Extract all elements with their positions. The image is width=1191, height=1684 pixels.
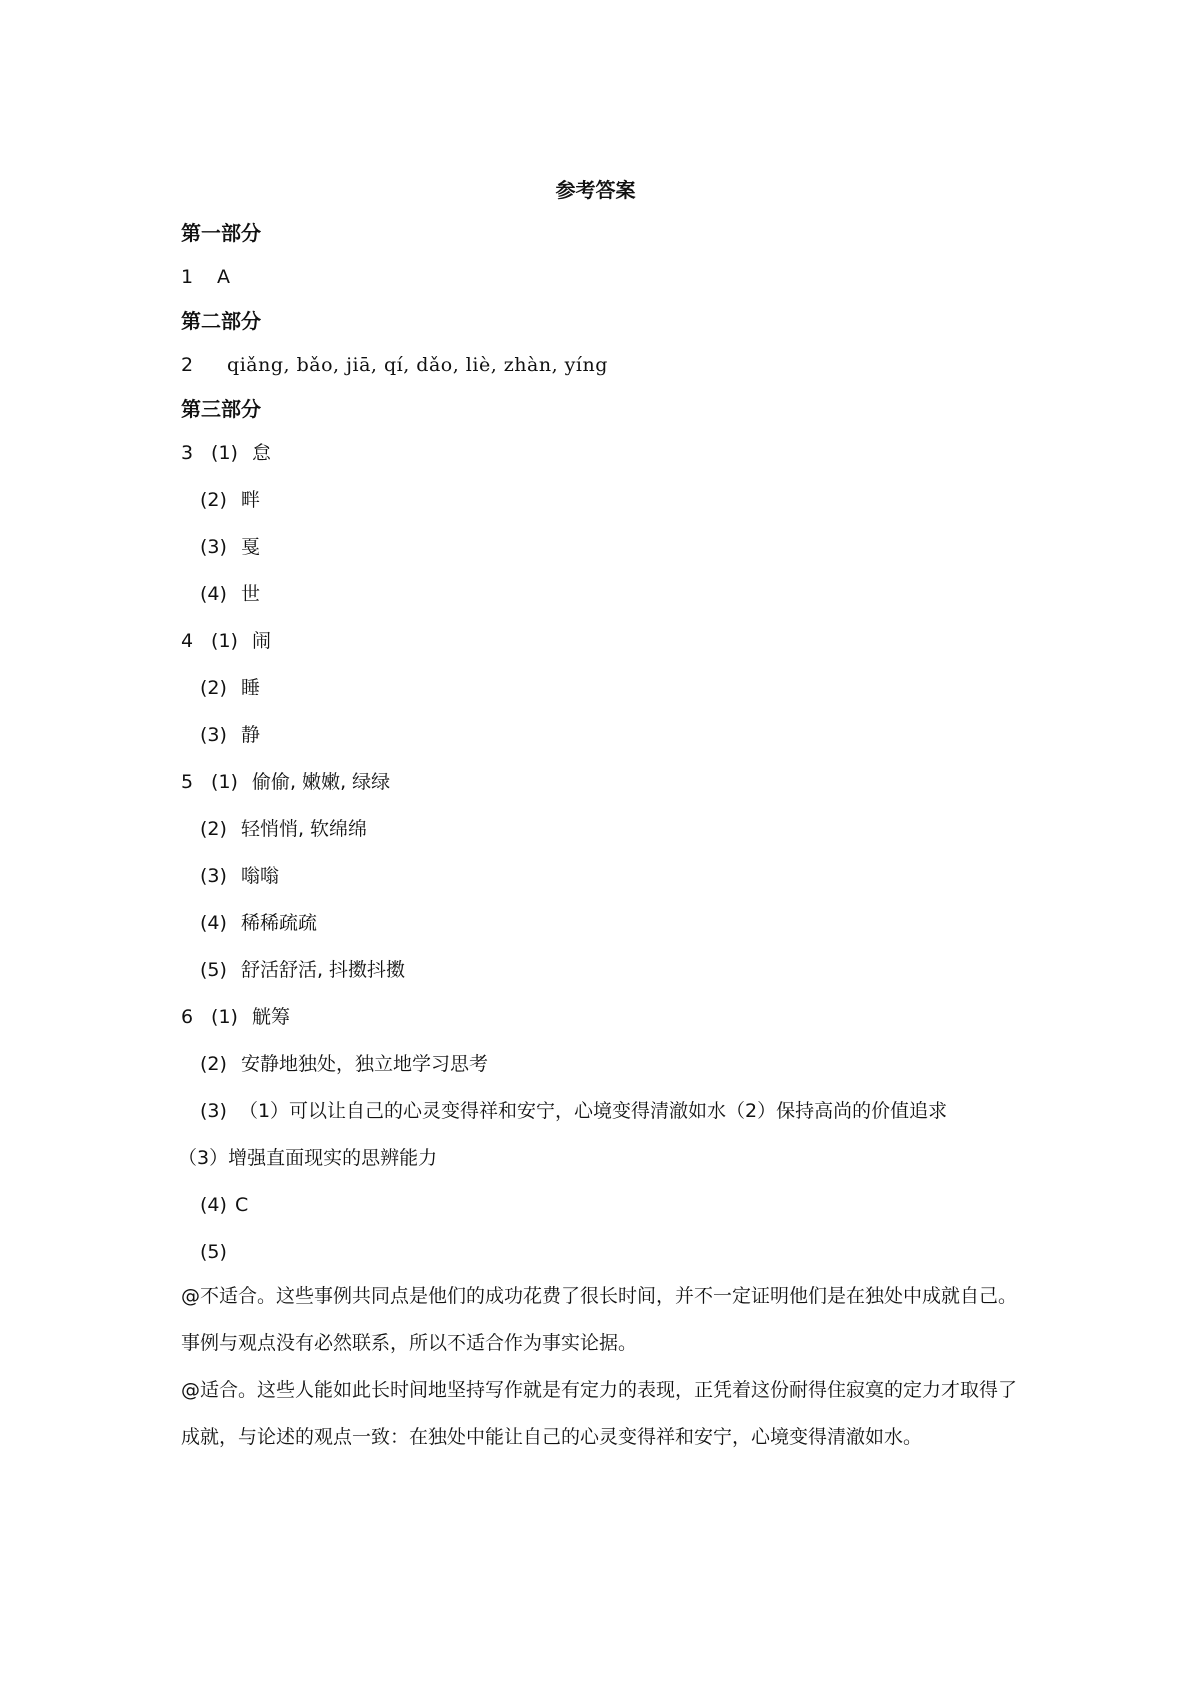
sub-label: (3): [200, 724, 227, 746]
answer-text: A: [217, 266, 231, 288]
answer-text: 静: [240, 724, 260, 746]
answer-q6-3-continued: [178, 1145, 437, 1171]
sub-label: (2): [200, 489, 227, 511]
sub-label: (3): [200, 865, 227, 887]
question-number: 5: [181, 771, 194, 793]
answer-text: C: [234, 1194, 249, 1216]
answer-text: （3）增强直面现实的思辨能力: [178, 1147, 438, 1169]
section-heading-part1: 第一部分: [181, 221, 261, 245]
answer-text-pinyin: qiǎng, bǎo, jiā, qí, dǎo, liè, zhàn, yíng: [227, 354, 608, 376]
sub-label: (3): [200, 1100, 227, 1122]
answer-text: 世: [240, 583, 260, 605]
sub-label: (5): [200, 1241, 227, 1263]
sub-label: (3): [200, 536, 227, 558]
answer-text: 偷偷, 嫩嫩, 绿绿: [252, 771, 391, 793]
answer-q3-3: [200, 534, 260, 560]
answer-text: 怠: [252, 442, 272, 464]
page-title: 参考答案: [555, 178, 636, 202]
sub-label: (1): [211, 630, 238, 652]
answer-text: 闹: [252, 630, 272, 652]
answer-text: 安静地独处，独立地学习思考: [240, 1053, 488, 1075]
answer-text: 戛: [240, 536, 260, 558]
answer-q4-2: [200, 675, 260, 701]
answer-q3-1: [181, 440, 271, 466]
answer-q4-3: [200, 722, 260, 748]
question-number: 4: [181, 630, 194, 652]
answer-text: 畔: [240, 489, 260, 511]
answer-q5-3: [200, 863, 279, 889]
question-number: 3: [181, 442, 194, 464]
answer-q5-2: [200, 816, 367, 842]
sub-label: (1): [211, 771, 238, 793]
answer-q6-2: [200, 1051, 488, 1077]
sub-label: (1): [211, 442, 238, 464]
answer-q6-4: [200, 1192, 248, 1218]
question-number: 2: [181, 354, 194, 376]
answer-q6-5-paragraph-2: @适合。这些人能如此长时间地坚持写作就是有定力的表现，正凭着这份耐得住寂寞的定力才取得了成就，与论述的观点一致：在独处中能让自己的心灵变得祥和安宁，心境变得清澈如水。: [181, 1379, 1018, 1448]
sub-label: (2): [200, 1053, 227, 1075]
answer-text: 觥筹: [252, 1006, 291, 1028]
answer-q5-1: [181, 769, 390, 795]
sub-label: (4): [200, 912, 227, 934]
answer-q6-3: [200, 1098, 947, 1124]
answer-q6-1: [181, 1004, 290, 1030]
section-heading-part2: 第二部分: [181, 309, 261, 333]
answer-q6-5: [200, 1239, 227, 1265]
sub-label: (1): [211, 1006, 238, 1028]
answer-q6-5-paragraph-1: @不适合。这些事例共同点是他们的成功花费了很长时间，并不一定证明他们是在独处中成就自己。事例与观点没有必然联系，所以不适合作为事实论据。: [181, 1285, 1018, 1354]
answer-q1: [181, 264, 230, 290]
answer-text: 嗡嗡: [240, 865, 279, 887]
question-number: 1: [181, 266, 194, 288]
answer-text: 稀稀疏疏: [240, 912, 317, 934]
answer-q5-4: [200, 910, 317, 936]
answer-text: 睡: [240, 677, 260, 699]
sub-label: (2): [200, 818, 227, 840]
sub-label: (4): [200, 1194, 227, 1216]
answer-text: 轻悄悄, 软绵绵: [240, 818, 368, 840]
answer-text: 舒活舒活, 抖擞抖擞: [240, 959, 406, 981]
sub-label: (5): [200, 959, 227, 981]
section-heading-part3: 第三部分: [181, 397, 261, 421]
sub-label: (2): [200, 677, 227, 699]
answer-q2: [181, 352, 608, 378]
question-number: 6: [181, 1006, 194, 1028]
answer-q3-2: [200, 487, 260, 513]
answer-q3-4: [200, 581, 260, 607]
sub-label: (4): [200, 583, 227, 605]
answer-q5-5: [200, 957, 405, 983]
answer-text: （1）可以让自己的心灵变得祥和安宁，心境变得清澈如水（2）保持高尚的价值追求: [238, 1100, 948, 1122]
answer-q4-1: [181, 628, 271, 654]
